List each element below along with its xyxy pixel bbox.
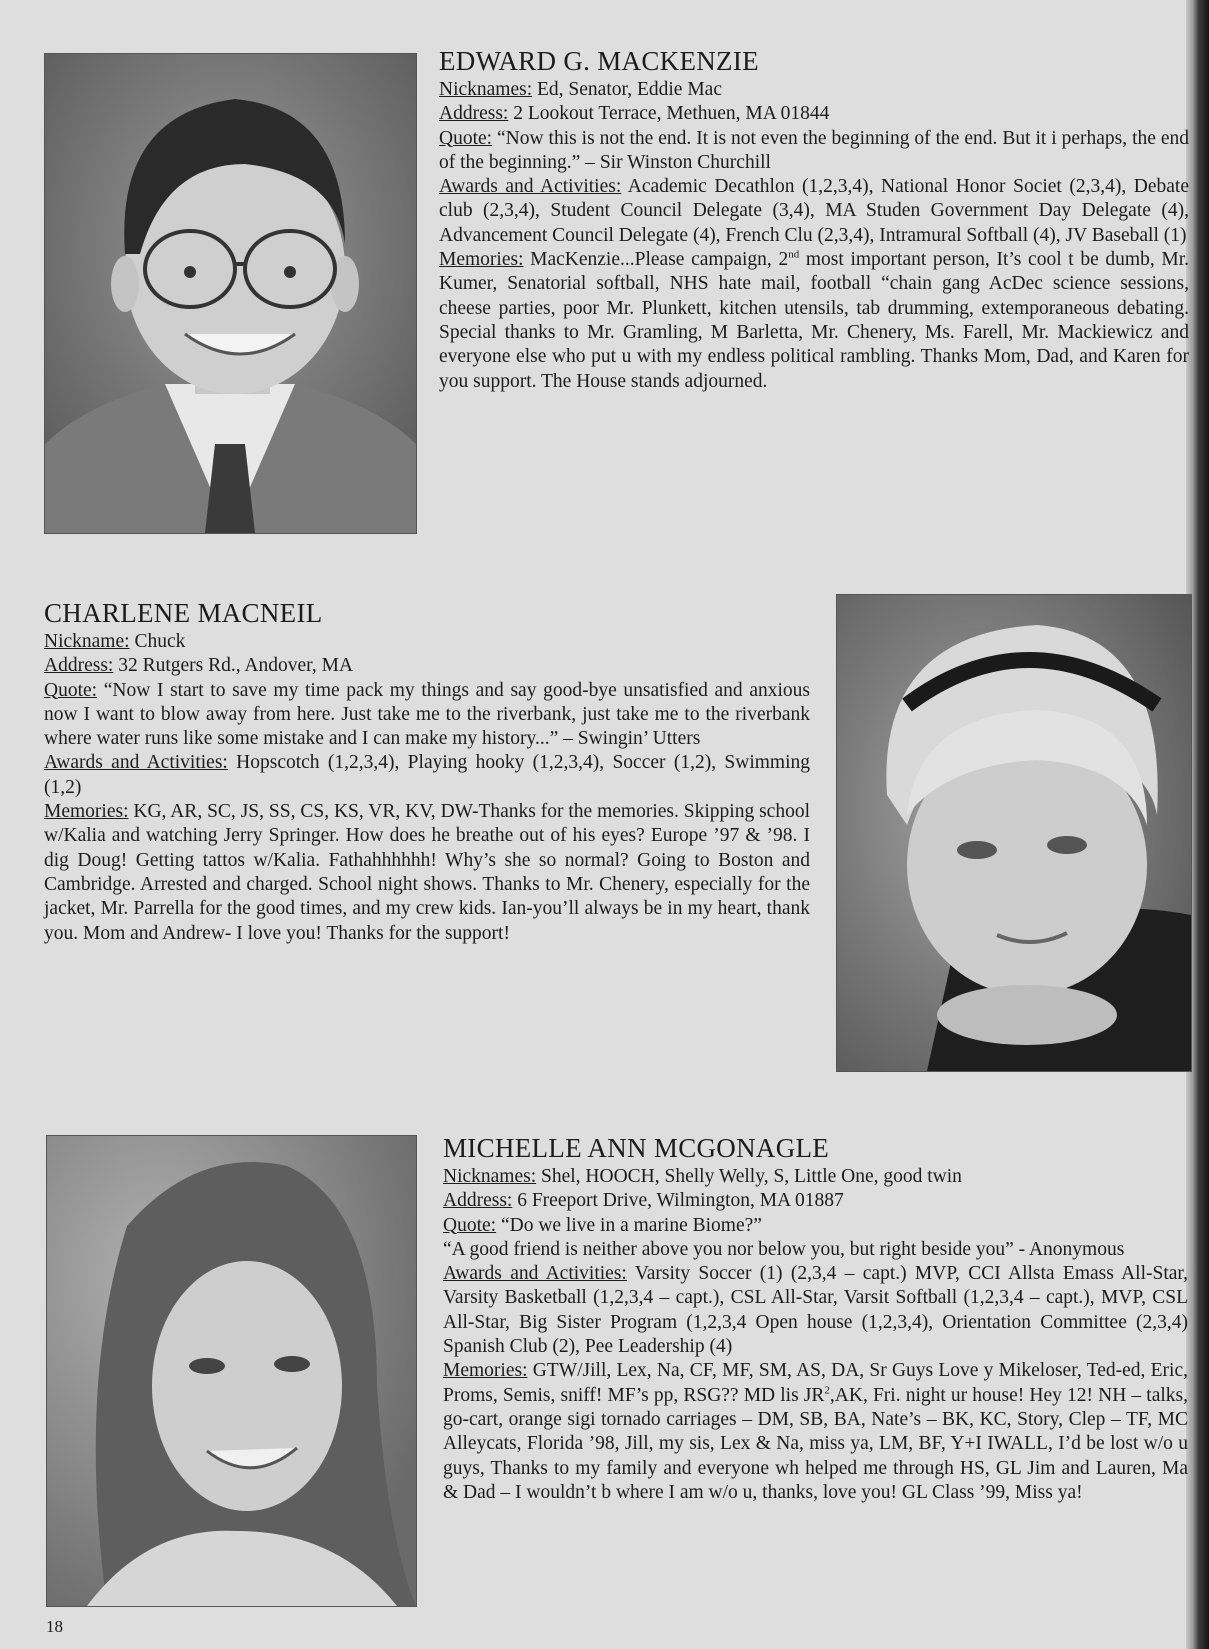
quote-label: Quote: bbox=[443, 1214, 497, 1236]
memories-text-b: ,AK, Fri. night ur house! Hey 12! NH – talks, go-cart, orange sigi tornado carriages – DM, SB, BA, Nate’s – BK, KC, Story, Clep – TF, MC Alleycats, Florida ’98, Jill, my sis, Lex & Na, miss ya, LM, BF, Y+I IWALL, I’d be lost w/o u guys, Thanks to my family and everyone wh helped me through HS, GL Jim and Lauren, Ma & Dad – I wouldn’t b where I am w/o u, thanks, love you! GL Class ’99, Miss ya! bbox=[443, 1384, 1188, 1503]
quote-block bbox=[44, 679, 810, 752]
address-value: 32 Rutgers Rd., Andover, MA bbox=[113, 655, 354, 677]
memories-label: Memories: bbox=[443, 1360, 528, 1382]
awards-text: Hopscotch (1,2,3,4), Playing hooky (1,2,3,4), Soccer (1,2), Swimming (1,2) bbox=[44, 752, 810, 798]
awards-block bbox=[439, 175, 1189, 248]
portrait-photo-michelle-mcgonagle bbox=[46, 1135, 417, 1607]
quote-block bbox=[439, 127, 1189, 176]
memories-block bbox=[44, 800, 810, 946]
quote-text: “Do we live in a marine Biome?” bbox=[496, 1214, 762, 1236]
awards-label: Awards and Activities: bbox=[439, 176, 622, 198]
memories-superscript: nd bbox=[788, 248, 800, 261]
nicknames-value: Ed, Senator, Eddie Mac bbox=[532, 79, 722, 100]
nicknames-value: Shel, HOOCH, Shelly Welly, S, Little One, good twin bbox=[536, 1166, 962, 1187]
memories-superscript: 2 bbox=[824, 1384, 830, 1397]
student-name: CHARLENE MACNEIL bbox=[44, 598, 323, 628]
memories-text: KG, AR, SC, JS, SS, CS, KS, VR, KV, DW-Thanks for the memories. Skipping school w/Kalia and watching Jerry Springer. How does he breathe out of his eyes? Europe ’97 & ’98. I dig Doug! Getting tattos w/Kalia. Fathahhhhhh! Why’s she so normal? Going to Boston and Cambridge. Arrested and charged. School night shows. Thanks to Mr. Chenery, especially for the jacket, Mr. Parrella for the good times, and my crew kids. Ian-you’ll always be in my heart, thank you. Mom and Andrew- I love you! Thanks for the support! bbox=[44, 801, 810, 944]
nicknames-label: Nicknames: bbox=[443, 1166, 537, 1187]
address-label: Address: bbox=[44, 655, 114, 677]
page-number: 18 bbox=[46, 1617, 63, 1636]
nickname-label: Nickname: bbox=[44, 631, 130, 652]
awards-label: Awards and Activities: bbox=[44, 752, 228, 774]
student-name: MICHELLE ANN MCGONAGLE bbox=[443, 1133, 830, 1163]
portrait-photo-charlene-macneil bbox=[836, 594, 1192, 1072]
nicknames-line bbox=[439, 78, 1189, 102]
student-entry-1 bbox=[439, 46, 1189, 394]
quote-line bbox=[443, 1214, 1188, 1238]
awards-block bbox=[44, 751, 810, 800]
portrait-photo-edward-mackenzie bbox=[44, 53, 417, 534]
memories-label: Memories: bbox=[44, 801, 129, 823]
address-value: 6 Freeport Drive, Wilmington, MA 01887 bbox=[512, 1190, 844, 1212]
memories-block bbox=[443, 1359, 1188, 1505]
quote-label: Quote: bbox=[439, 127, 493, 149]
student-name: EDWARD G. MACKENZIE bbox=[439, 46, 759, 76]
awards-text: Academic Decathlon (1,2,3,4), National Honor Societ (2,3,4), Debate club (2,3,4), Student Council Delegate (3,4), MA Studen Government Day Delegate (4), Advancement Council Delegate (4), French Clu (2,3,4), Intramural Softball (4), JV Baseball (1) bbox=[439, 176, 1190, 246]
address-line bbox=[439, 102, 1189, 126]
student-entry-3 bbox=[443, 1133, 1188, 1505]
memories-label: Memories: bbox=[439, 249, 524, 271]
memories-block bbox=[439, 248, 1189, 394]
address-line bbox=[443, 1189, 1188, 1213]
quote-text: “Now this is not the end. It is not even the beginning of the end. But it i perhaps, the end of the beginning.” – Sir Winston Churchill bbox=[439, 127, 1189, 173]
address-label: Address: bbox=[439, 103, 509, 125]
quote-second: “A good friend is neither above you nor below you, but right beside you” - Anonymous bbox=[443, 1238, 1125, 1260]
nicknames-line bbox=[443, 1165, 1188, 1189]
student-entry-2 bbox=[44, 598, 810, 946]
nicknames-label: Nicknames: bbox=[439, 79, 533, 100]
address-value: 2 Lookout Terrace, Methuen, MA 01844 bbox=[508, 103, 830, 125]
quote-label: Quote: bbox=[44, 679, 98, 701]
address-label: Address: bbox=[443, 1190, 513, 1212]
memories-text-b: most important person, It’s cool t be dumb, Mr. Kumer, Senatorial softball, NHS hate mail, football “chain gang AcDec science sessions, cheese parties, poor Mr. Plunkett, kitchen utensils, tab drumming, extemporaneous debating. Special thanks to Mr. Gramling, M Barletta, Mr. Chenery, Ms. Farell, Mr. Mackiewicz and everyone else who put u with my endless political rambling. Thanks Mom, Dad, and Karen for you support. The House stands adjourned. bbox=[439, 249, 1189, 392]
awards-text: Varsity Soccer (1) (2,3,4 – capt.) MVP, CCI Allsta Emass All-Star, Varsity Basketball (1,2,3,4 – capt.), CSL All-Star, Varsit Softball (1,2,3,4 – capt.), MVP, CSL All-Star, Big Sister Program (1,2,3,4 Open house (1,2,3,4), Orientation Committee (2,3,4) Spanish Club (2), Pee Leadership (4) bbox=[443, 1263, 1188, 1358]
nickname-value: Chuck bbox=[129, 631, 186, 652]
quote-text: “Now I start to save my time pack my things and say good-bye unsatisfied and anxious now I want to blow away from here. Just take me to the riverbank, just take me to the riverbank where water runs like some mistake and I can make my history...” – Swingin’ Utters bbox=[44, 679, 810, 750]
awards-label: Awards and Activities: bbox=[443, 1263, 627, 1285]
memories-text-a: MacKenzie...Please campaign, 2 bbox=[523, 249, 789, 271]
memories-text-a: GTW/Jill, Lex, Na, CF, MF, SM, AS, DA, Sr Guys Love y Mikeloser, Ted-ed, Eric, Proms, Semis, sniff! MF’s pp, RSG?? MD lis JR bbox=[443, 1360, 1188, 1406]
awards-block bbox=[443, 1262, 1188, 1359]
address-line bbox=[44, 654, 810, 678]
nickname-line bbox=[44, 630, 810, 654]
